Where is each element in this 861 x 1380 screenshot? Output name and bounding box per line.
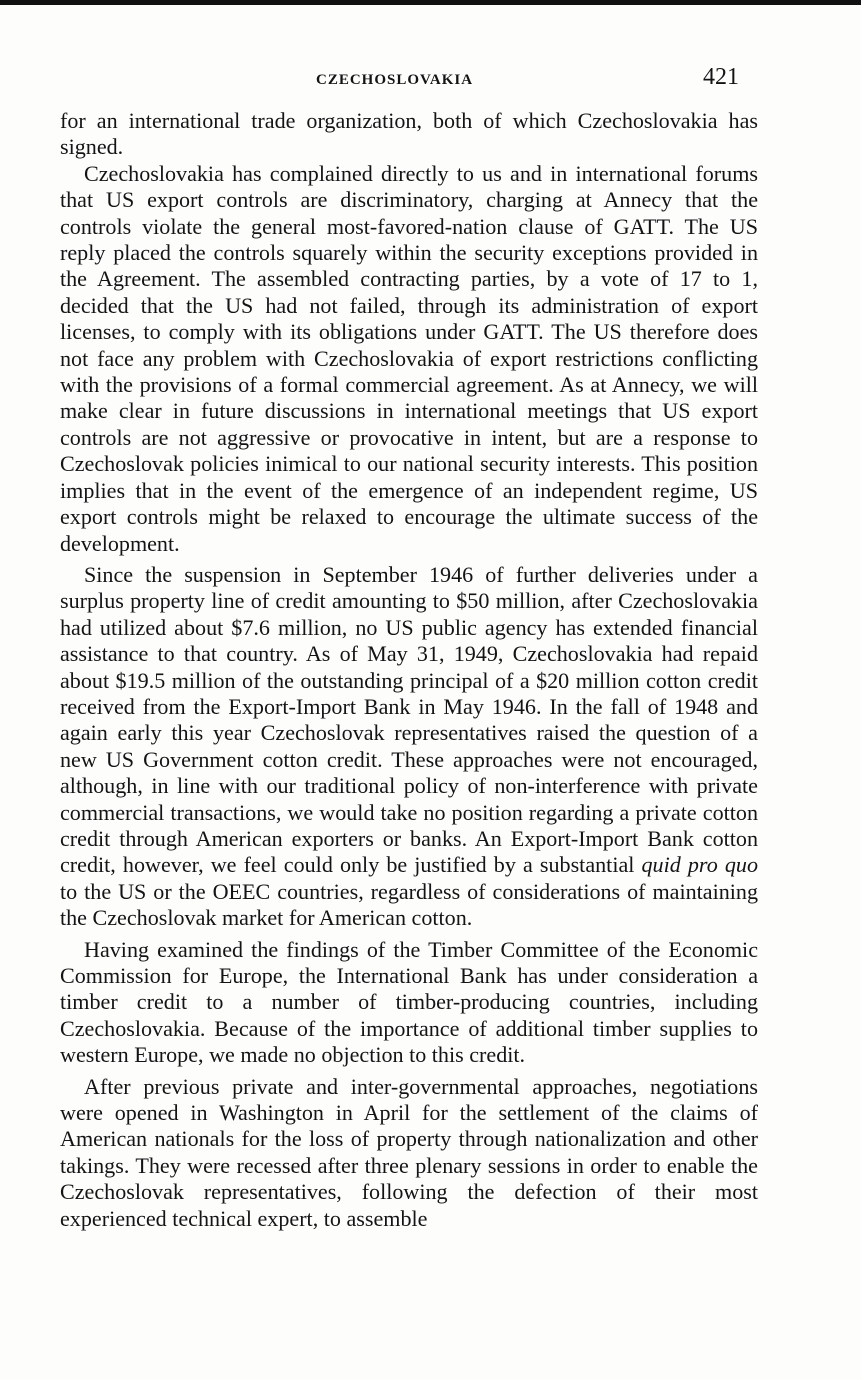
paragraph-claims-negotiations: After previous private and inter-governmental approaches, negotiations were opened in Washington in April for the settlement of the claims of American nationals for the loss of property through nationalization and other takings. They were recessed after three plenary sessions in order to enable the Czechoslovak representatives, following the defection of their most experienced technical expert, to assemble (60, 1073, 758, 1231)
paragraph-export-controls: Czechoslovakia has complained directly to us and in international forums that US export controls are discriminatory, charging at Annecy that the controls violate the general most-favored-nation clause of GATT. The US reply placed the controls squarely within the security exceptions provided in the Agreement. The assembled contracting parties, by a vote of 17 to 1, decided that the US had not failed, through its administration of export licenses, to comply with its obligations under GATT. The US therefore does not face any problem with Czechoslovakia of export restrictions conflicting with the provisions of a formal commercial agreement. As at Annecy, we will make clear in future discussions in international meetings that US export controls are not aggressive or provocative in intent, but are a response to Czechoslovak policies inimical to our national security interests. This position implies that in the event of the emergence of an independent regime, US export controls might be relaxed to encourage the ultimate success of the development. (60, 160, 758, 556)
body-text (60, 108, 758, 1232)
paragraph-credit (60, 562, 758, 932)
running-title: CZECHOSLOVAKIA (316, 72, 474, 88)
credit-text-after: to the US or the OEEC countries, regardless of considerations of maintaining the Czechoslovak market for American cotton. (60, 878, 758, 931)
paragraph-timber-credit: Having examined the findings of the Timber Committee of the Economic Commission for Europe, the International Bank has under consideration a timber credit to a number of timber-producing countries, including Czechoslovakia. Because of the importance of additional timber supplies to western Europe, we made no objection to this credit. (60, 936, 758, 1068)
running-head (0, 64, 861, 98)
paragraph-continued: for an international trade organization, both of which Czechoslovakia has signed. (60, 108, 758, 160)
top-border-rule (0, 0, 861, 5)
credit-text-before: Since the suspension in September 1946 of further deliveries under a surplus property line of credit amounting to $50 million, after Czechoslovakia had utilized about $7.6 million, no US public agency has extended financial assistance to that country. As of May 31, 1949, Czechoslovakia had repaid about $19.5 million of the outstanding principal of a $20 million cotton credit received from the Export-Import Bank in May 1946. In the fall of 1948 and again early this year Czechoslovak representatives raised the question of a new US Government cotton credit. These approaches were not encouraged, although, in line with our traditional policy of non-interference with private commercial transactions, we would take no position regarding a private cotton credit through American exporters or banks. An Export-Import Bank cotton credit, however, we feel could only be justified by a substantial (60, 561, 758, 878)
italic-phrase: quid pro quo (641, 852, 758, 878)
page-number: 421 (703, 64, 739, 90)
